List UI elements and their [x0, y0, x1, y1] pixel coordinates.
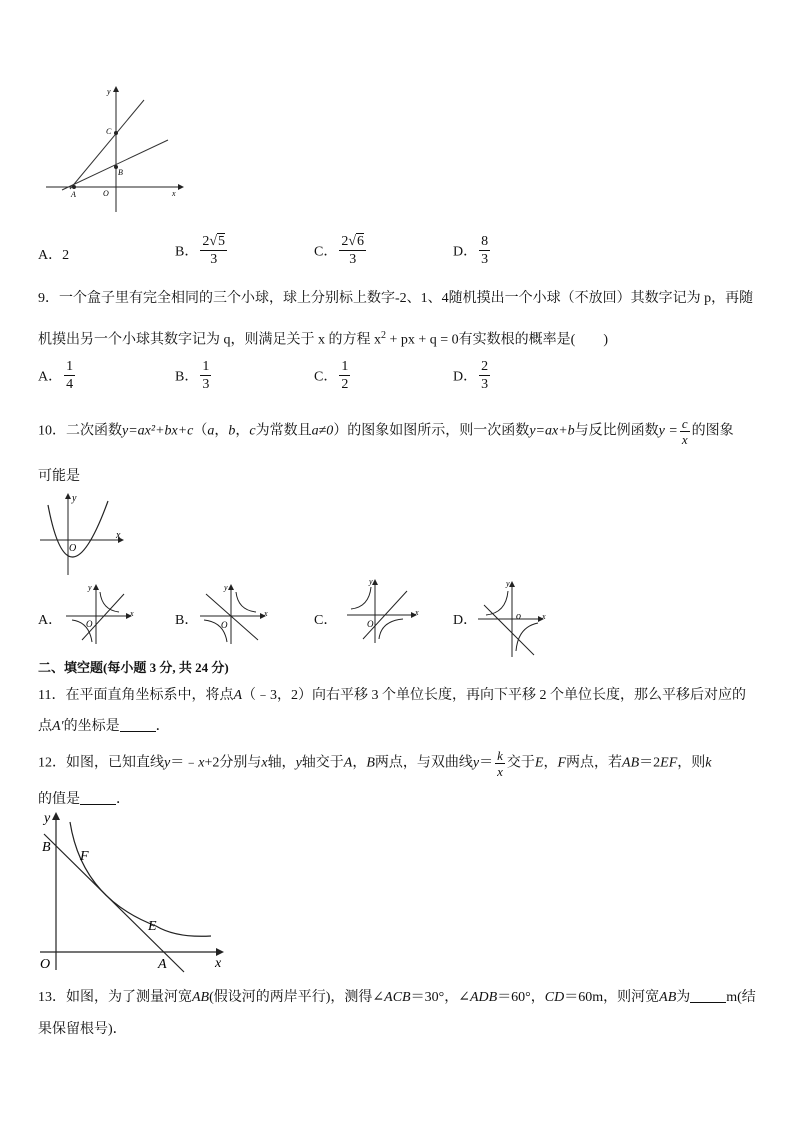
q13-text: 13．如图，为了测量河宽: [38, 990, 192, 1005]
q9-line2: [38, 326, 608, 351]
opt-c-label-o: O: [367, 619, 374, 629]
q13-var: AB: [659, 990, 677, 1005]
q11-point-a: A: [233, 688, 243, 703]
q13-var: AB: [192, 990, 210, 1005]
q10-frac-num: c: [681, 416, 688, 431]
opt-c-hyperbola-2: [379, 619, 403, 639]
q13-line1: [38, 988, 756, 1008]
opt-b-label-y: y: [224, 583, 228, 592]
q10-fig-label-x: x: [116, 530, 121, 541]
opt-c-label-y: y: [369, 577, 373, 586]
q8-option-b[interactable]: [175, 233, 229, 268]
q12-text: 的值是: [38, 792, 80, 807]
q8-option-c-den: 3: [349, 252, 357, 267]
q10-option-d-letter[interactable]: D．: [453, 613, 478, 628]
opt-b-label-x: x: [264, 609, 268, 618]
q12-answer-blank[interactable]: [80, 790, 116, 805]
q10-text: 的图象: [691, 423, 734, 439]
q12-text: ＝﹣: [170, 755, 199, 771]
q10-frac-den: x: [681, 432, 688, 447]
q12-x-arrow-icon: [216, 948, 224, 956]
q13-var: ADB: [469, 990, 498, 1005]
q13-text: 为: [676, 990, 691, 1005]
q12-var: y: [472, 755, 480, 771]
opt-d-y-arrow-icon: [509, 581, 515, 587]
q11-answer-blank[interactable]: [120, 717, 156, 732]
opt-a-label-o: O: [86, 619, 93, 629]
q10-linear: y=ax+b: [529, 423, 575, 439]
q8-option-a-letter: A．: [38, 248, 63, 263]
q9-line2-post: + px + q = 0有实数根的概率是( ): [386, 332, 609, 348]
q12-text: 两点，与双曲线: [374, 755, 473, 771]
q9-line2-pre: 机摸出另一个小球其数字记为 q，则满足关于 x 的方程 x: [38, 332, 381, 348]
q10-line1: [38, 416, 734, 447]
q8-x-arrow-icon: [178, 184, 184, 190]
q9-option-c[interactable]: [314, 358, 352, 393]
q12-var: B: [366, 755, 375, 771]
opt-d-line: [484, 605, 534, 655]
q12-text: ＝2: [639, 755, 661, 771]
q10-condition: a≠0: [311, 423, 334, 439]
q8-option-c-coef: 2: [341, 234, 349, 249]
q10-var-b: b: [228, 423, 236, 439]
q8-option-b-letter: B．: [175, 244, 199, 260]
q12-frac-den: x: [497, 764, 503, 779]
q10-fig-label-y: y: [72, 493, 77, 504]
q9-option-d[interactable]: [453, 358, 492, 393]
q12-label-a: A: [158, 957, 167, 972]
q11-text: ．: [155, 719, 170, 734]
q10-text: ）的图象如图所示，则一次函数: [333, 423, 530, 439]
q11-point-a-prime: A′: [52, 719, 64, 734]
q12-text: ，: [352, 755, 367, 771]
sqrt-icon: √: [209, 234, 218, 249]
q8-option-d-num: 8: [481, 234, 489, 249]
q9-option-d-den: 3: [481, 377, 489, 392]
q8-option-d-den: 3: [481, 252, 489, 267]
opt-d-label-x: x: [542, 612, 546, 621]
q12-line2: [38, 790, 130, 810]
q9-line1: 9．一个盒子里有完全相同的三个小球，球上分别标上数字-2、1、4随机摸出一个小球（不放回）其数字记为 p，再随: [38, 291, 754, 306]
q12-label-f: F: [80, 849, 89, 864]
q11-text: （﹣3，2）向右平移 3 个单位长度，再向下平移 2 个单位长度，那么平移后对应的: [242, 688, 747, 703]
q9-option-b-num: 1: [202, 359, 210, 374]
q10-option-a-letter[interactable]: A．: [38, 613, 63, 628]
q8-line-ab: [62, 140, 168, 190]
q9-option-b[interactable]: [175, 358, 213, 393]
q8-option-d[interactable]: [453, 233, 492, 268]
q8-option-a[interactable]: [38, 244, 69, 264]
opt-a-line: [82, 594, 124, 640]
q10-text: 为常数且: [255, 423, 312, 439]
q12-y-arrow-icon: [52, 812, 60, 820]
q12-text: 两点，若: [566, 755, 623, 771]
q8-option-b-den: 3: [210, 252, 218, 267]
q12-var: y: [295, 755, 302, 771]
q13-var: CD: [544, 990, 565, 1005]
q8-label-x: x: [172, 189, 176, 198]
q10-fig-y-arrow-icon: [65, 493, 71, 499]
q10-option-b-letter[interactable]: B．: [175, 613, 199, 628]
q13-text: ＝30°，∠: [410, 990, 470, 1005]
q9-option-a-num: 1: [66, 359, 74, 374]
q12-var: EF: [660, 755, 678, 771]
q10-option-d-graph[interactable]: [476, 575, 556, 660]
q9-option-d-letter: D．: [453, 369, 478, 385]
q9-line2-sup: 2: [381, 330, 386, 341]
opt-a-y-arrow-icon: [93, 584, 99, 590]
q9-option-a-letter: A．: [38, 369, 63, 385]
q8-line-ac: [70, 100, 144, 189]
q8-option-c-radicand: 6: [357, 234, 365, 249]
q12-text: +2分别与: [204, 755, 262, 771]
q12-text: 12．如图，已知直线: [38, 755, 164, 771]
q10-text: （: [193, 423, 208, 439]
q8-label-b: B: [118, 168, 123, 177]
q13-var: ACB: [384, 990, 411, 1005]
q8-label-y: y: [107, 87, 111, 96]
q11-line1: [38, 686, 746, 706]
q10-inverse-lhs: y =: [658, 423, 678, 439]
q8-figure: [40, 82, 190, 217]
q12-var: y: [164, 755, 171, 771]
q13-text: m(结: [726, 990, 756, 1005]
opt-b-line: [206, 594, 258, 640]
opt-c-hyperbola-1: [351, 587, 371, 609]
q8-label-a: A: [71, 190, 76, 199]
q10-parabola: [48, 501, 108, 557]
q12-label-e: E: [148, 919, 157, 934]
q12-label-b: B: [42, 840, 51, 855]
q8-label-o: O: [103, 189, 109, 198]
q12-label-o: O: [40, 957, 51, 972]
q8-label-c: C: [106, 127, 112, 136]
q11-text: 11．在平面直角坐标系中，将点: [38, 688, 234, 703]
q12-line1: [38, 748, 711, 779]
opt-b-label-o: O: [221, 620, 228, 630]
q13-text: ＝60°，: [497, 990, 545, 1005]
q9-option-a[interactable]: [38, 358, 77, 393]
q10-option-a-graph[interactable]: [64, 582, 139, 647]
q11-text: 点: [38, 719, 52, 734]
q13-answer-blank[interactable]: [690, 988, 726, 1003]
opt-b-hyperbola-1: [236, 592, 256, 612]
q12-text: ＝: [479, 755, 494, 771]
q13-line2: 果保留根号)．: [38, 1022, 127, 1037]
q10-option-c-graph[interactable]: [345, 575, 425, 645]
q12-text: 轴，: [267, 755, 296, 771]
opt-b-y-arrow-icon: [228, 584, 234, 590]
q11-line2: [38, 717, 170, 737]
q9-option-c-letter: C．: [314, 369, 338, 385]
q11-text: 的坐标是: [63, 719, 120, 734]
opt-d-hyperbola-2: [516, 623, 538, 651]
q8-point-a-dot: [72, 185, 76, 189]
q10-fig-label-o: O: [69, 543, 77, 554]
opt-d-label-o: o: [516, 611, 521, 622]
q12-frac-num: k: [497, 748, 503, 763]
q9-option-b-letter: B．: [175, 369, 199, 385]
q12-var: x: [261, 755, 268, 771]
opt-c-y-arrow-icon: [372, 579, 378, 585]
q12-var: x: [198, 755, 205, 771]
q9-option-a-den: 4: [66, 377, 74, 392]
q9-option-c-num: 1: [341, 359, 349, 374]
q10-option-c-letter[interactable]: C．: [314, 613, 338, 628]
q12-text: ，: [543, 755, 558, 771]
q10-text: ，: [214, 423, 229, 439]
opt-d-hyperbola-1: [486, 591, 508, 615]
section2-title: 二、填空题(每小题 3 分, 共 24 分): [38, 660, 229, 675]
q8-option-b-radicand: 5: [218, 234, 226, 249]
q12-var: A: [343, 755, 353, 771]
q12-figure: [36, 810, 236, 975]
opt-a-label-y: y: [88, 583, 92, 592]
q10-text: 10．二次函数: [38, 423, 122, 439]
q12-var: F: [557, 755, 567, 771]
q8-option-c[interactable]: [314, 233, 368, 268]
opt-a-label-x: x: [130, 609, 134, 618]
q12-var: AB: [622, 755, 640, 771]
q8-point-c-dot: [114, 131, 118, 135]
q12-text: ．: [116, 792, 130, 807]
opt-c-label-x: x: [415, 608, 419, 617]
q12-text: 交于: [506, 755, 535, 771]
q10-option-b-graph[interactable]: [198, 582, 273, 647]
q10-var-a: a: [207, 423, 215, 439]
q13-text: (假设河的两岸平行)，测得∠: [209, 990, 385, 1005]
q12-var: k: [705, 755, 712, 771]
q9-option-d-num: 2: [481, 359, 489, 374]
opt-d-label-y: y: [506, 579, 510, 588]
q10-figure: [38, 491, 128, 576]
q10-text: 与反比例函数: [574, 423, 659, 439]
q10-var-c: c: [249, 423, 256, 439]
q12-text: 轴交于: [301, 755, 344, 771]
q12-var: E: [534, 755, 544, 771]
q8-option-b-coef: 2: [202, 234, 210, 249]
sqrt-icon: √: [348, 234, 357, 249]
q12-text: ，则: [677, 755, 706, 771]
q13-text: ＝60m，则河宽: [564, 990, 660, 1005]
q12-hyperbola: [70, 822, 211, 936]
q12-label-y: y: [44, 811, 51, 826]
q8-option-d-letter: D．: [453, 244, 478, 260]
q8-y-arrow-icon: [113, 86, 119, 92]
q8-option-a-value: 2: [62, 248, 70, 263]
q10-line2: 可能是: [38, 469, 80, 484]
q9-option-b-den: 3: [202, 377, 210, 392]
q8-option-c-letter: C．: [314, 244, 338, 260]
q12-label-x: x: [215, 956, 222, 971]
q10-quadratic: y=ax²+bx+c: [122, 423, 194, 439]
q9-option-c-den: 2: [341, 377, 349, 392]
q10-text: ，: [235, 423, 250, 439]
